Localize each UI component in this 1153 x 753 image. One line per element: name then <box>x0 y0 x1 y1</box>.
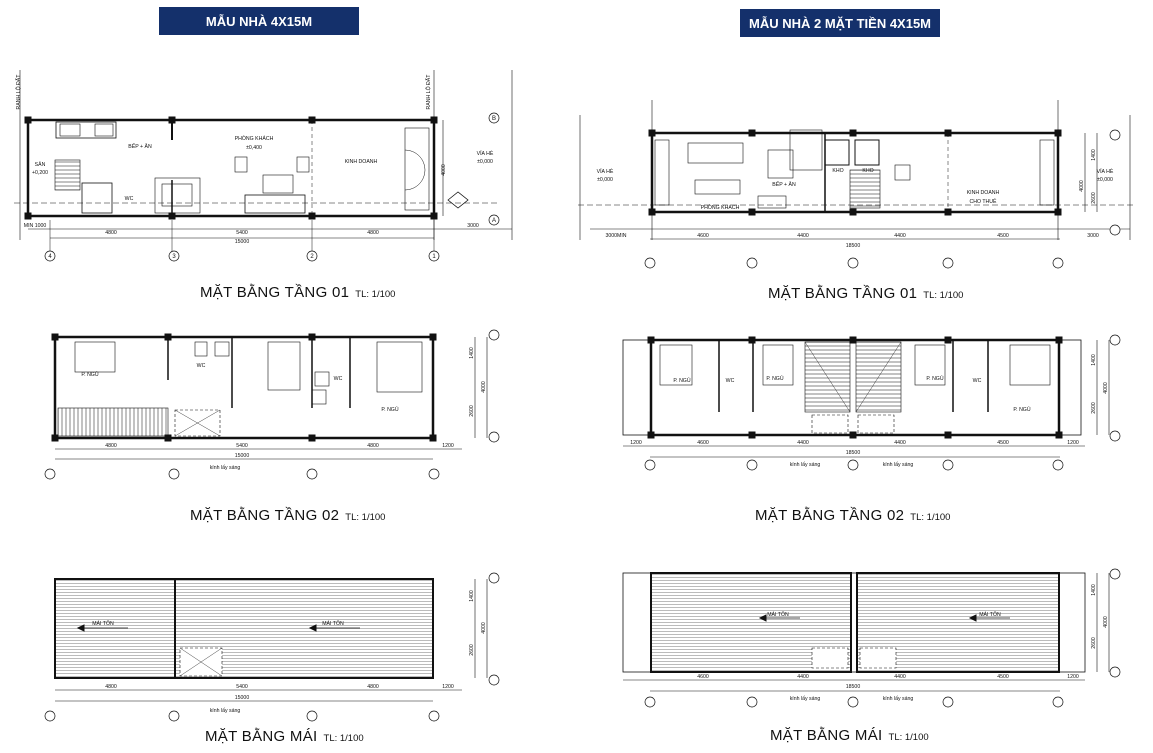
right-f1-sidewalk-left-level: ±0,000 <box>597 177 613 183</box>
right-f2-dim-r1: 1400 <box>1091 354 1097 366</box>
left-roof-dim-r1: 1400 <box>469 590 475 602</box>
left-roof-dim-r3: 4000 <box>481 622 487 634</box>
left-f1-axis-4: 4 <box>48 254 52 260</box>
right-f2-room-bed1: P. NGỦ <box>673 378 691 384</box>
right-f2-note-1: kính lấy sáng <box>789 462 821 468</box>
right-f1-sidewalk-left: VỈA HÈ <box>596 169 614 175</box>
right-f2-dim-r3: 4000 <box>1103 382 1109 394</box>
left-f1-dim-3: 4800 <box>367 230 379 236</box>
caption-left-floor2-text: MẶT BẰNG TẦNG 02 <box>190 507 340 524</box>
left-f1-axis-2: 2 <box>310 254 314 260</box>
left-f2-dim-r3: 4000 <box>481 381 487 393</box>
right-roof-total: 18500 <box>845 684 861 690</box>
left-f2-total: 15000 <box>234 453 250 459</box>
left-f2-axes <box>45 330 499 479</box>
right-f2-dim-1: 4600 <box>697 440 709 446</box>
left-f1-boundary-label-1: RANH LỘ ĐẤT <box>16 74 22 110</box>
caption-right-floor2-text: MẶT BẰNG TẦNG 02 <box>755 507 905 524</box>
left-roof-plan <box>55 579 487 701</box>
right-f1-room-rent: CHO THUÊ <box>969 199 997 205</box>
right-roof-plan <box>623 573 1109 691</box>
left-f2-room-bed2: P. NGỦ <box>381 407 399 413</box>
caption-left-floor2-scale: TL: 1/100 <box>345 512 386 523</box>
left-f2-room-bed1: P. NGỦ <box>81 372 99 378</box>
right-f2-dim-2: 4400 <box>797 440 809 446</box>
right-f1-sidewalk-right: VỈA HÈ <box>1096 169 1114 175</box>
right-f1-room-living: PHÒNG KHÁCH <box>700 205 740 211</box>
right-f2-dim-r2: 2600 <box>1091 402 1097 414</box>
left-f1-room-wc: WC <box>124 196 134 202</box>
caption-right-roof-scale: TL: 1/100 <box>888 732 929 743</box>
left-title: MẪU NHÀ 4X15M <box>205 13 313 29</box>
left-f1-sidewalk: VỈA HÈ <box>476 151 494 157</box>
right-f2-room-bed3: P. NGỦ <box>926 376 944 382</box>
right-f1-room-business: KINH DOANH <box>966 190 1000 196</box>
right-title: MẪU NHÀ 2 MẶT TIỀN 4X15M <box>748 15 932 31</box>
right-f1-dim-2: 4400 <box>797 233 809 239</box>
right-roof-note-2: kính lấy sáng <box>882 696 914 702</box>
caption-left-floor1-scale: TL: 1/100 <box>355 289 396 300</box>
left-f1-room-business: KINH DOANH <box>344 159 378 165</box>
right-f1-dim-min: 3000MIN <box>605 233 627 239</box>
right-f1-dim-1: 4600 <box>697 233 709 239</box>
right-f1-room-kitchen: BẾP + ĂN <box>772 182 796 188</box>
left-roof-dim-3: 4800 <box>367 684 379 690</box>
right-roof-note-1: kính lấy sáng <box>789 696 821 702</box>
right-f2-dim-0: 1200 <box>630 440 642 446</box>
left-f1-dim-1: 4800 <box>105 230 117 236</box>
left-f2-room-wc1: WC <box>196 363 206 369</box>
right-f1-room-store2: KHO <box>862 168 874 174</box>
right-f2-total: 18500 <box>845 450 861 456</box>
right-f1-dim-5: 3000 <box>1087 233 1099 239</box>
right-roof-label-2: MÁI TÔN <box>979 612 1001 618</box>
left-f1-total: 15000 <box>234 239 250 245</box>
left-f1-dim-4: 3000 <box>467 223 479 229</box>
right-roof-dim-4: 4500 <box>997 674 1009 680</box>
left-f1-axis-b: B <box>491 116 497 122</box>
left-f2-dim-3: 4800 <box>367 443 379 449</box>
right-f2-room-bed2: P. NGỦ <box>766 376 784 382</box>
right-floor2-plan <box>623 337 1109 457</box>
left-roof-label-2: MÁI TÔN <box>322 621 344 627</box>
left-f1-boundary-label-2: RANH LỘ ĐẤT <box>426 74 432 110</box>
left-f1-axis-1: 1 <box>432 254 436 260</box>
left-roof-label-1: MÁI TÔN <box>92 621 114 627</box>
right-f1-room-store1: KHO <box>832 168 844 174</box>
right-f1-dim-4: 4500 <box>997 233 1009 239</box>
left-f1-dim-min: MIN 1000 <box>23 223 47 229</box>
left-f1-dim-2: 5400 <box>236 230 248 236</box>
left-f2-dim-r2: 2600 <box>469 405 475 417</box>
right-roof-dim-2: 4400 <box>797 674 809 680</box>
right-f1-dim-r2: 2600 <box>1091 192 1097 204</box>
left-roof-dim-4: 1200 <box>442 684 454 690</box>
right-roof-dim-5: 1200 <box>1067 674 1079 680</box>
left-f1-yard-level: +0,200 <box>31 170 49 176</box>
right-f2-room-wc2: WC <box>972 378 982 384</box>
right-f1-dim-3: 4400 <box>894 233 906 239</box>
left-roof-dim-1: 4800 <box>105 684 117 690</box>
left-f2-dim-1: 4800 <box>105 443 117 449</box>
right-floor1-plan <box>578 100 1135 240</box>
left-f2-room-wc2: WC <box>333 376 343 382</box>
left-f1-axis-a: A <box>491 218 497 224</box>
left-floor2-plan <box>52 334 487 459</box>
right-f2-room-wc1: WC <box>725 378 735 384</box>
left-roof-dim-r2: 2600 <box>469 644 475 656</box>
left-floor1-plan <box>14 70 512 252</box>
right-f1-sidewalk-right-level: ±0,000 <box>1097 177 1113 183</box>
caption-right-floor2-scale: TL: 1/100 <box>910 512 951 523</box>
right-roof-dim-3: 4400 <box>894 674 906 680</box>
right-roof-label-1: MÁI TÔN <box>767 612 789 618</box>
left-f2-dim-r1: 1400 <box>469 347 475 359</box>
caption-left-roof-scale: TL: 1/100 <box>323 733 364 744</box>
left-roof-dim-2: 5400 <box>236 684 248 690</box>
left-f1-living-level: ±0,400 <box>246 145 262 151</box>
caption-right-floor1-scale: TL: 1/100 <box>923 290 964 301</box>
left-f2-dim-4: 1200 <box>442 443 454 449</box>
caption-left-floor1-text: MẶT BẰNG TẦNG 01 <box>200 284 350 301</box>
right-f1-dim-r3: 4000 <box>1079 180 1085 192</box>
left-f1-room-kitchen: BẾP + ĂN <box>128 144 152 150</box>
right-f1-total: 18500 <box>845 243 861 249</box>
left-f1-axis-3: 3 <box>172 254 176 260</box>
caption-right-floor1-text: MẶT BẰNG TẦNG 01 <box>768 285 918 302</box>
left-f2-dim-2: 5400 <box>236 443 248 449</box>
caption-right-roof-text: MẶT BẰNG MÁI <box>770 727 883 744</box>
left-roof-total: 15000 <box>234 695 250 701</box>
right-roof-dim-r1: 1400 <box>1091 584 1097 596</box>
right-f2-room-bed4: P. NGỦ <box>1013 407 1031 413</box>
left-f1-dim-right: 4000 <box>441 164 447 176</box>
right-roof-dim-r3: 4000 <box>1103 616 1109 628</box>
right-f2-note-2: kính lấy sáng <box>882 462 914 468</box>
right-roof-dim-r2: 2600 <box>1091 637 1097 649</box>
right-f2-dim-4: 4500 <box>997 440 1009 446</box>
right-f2-dim-5: 1200 <box>1067 440 1079 446</box>
left-f1-sidewalk-level: ±0,000 <box>477 159 493 165</box>
right-f2-dim-3: 4400 <box>894 440 906 446</box>
left-f1-room-living: PHÒNG KHÁCH <box>234 136 274 142</box>
left-f2-note: kính lấy sáng <box>209 465 241 471</box>
left-f1-room-yard: SÂN <box>34 162 46 168</box>
right-f1-axes <box>645 130 1120 268</box>
left-roof-note: kính lấy sáng <box>209 708 241 714</box>
right-roof-dim-1: 4600 <box>697 674 709 680</box>
right-f1-dim-r1: 1400 <box>1091 149 1097 161</box>
caption-left-roof-text: MẶT BẰNG MÁI <box>205 728 318 745</box>
